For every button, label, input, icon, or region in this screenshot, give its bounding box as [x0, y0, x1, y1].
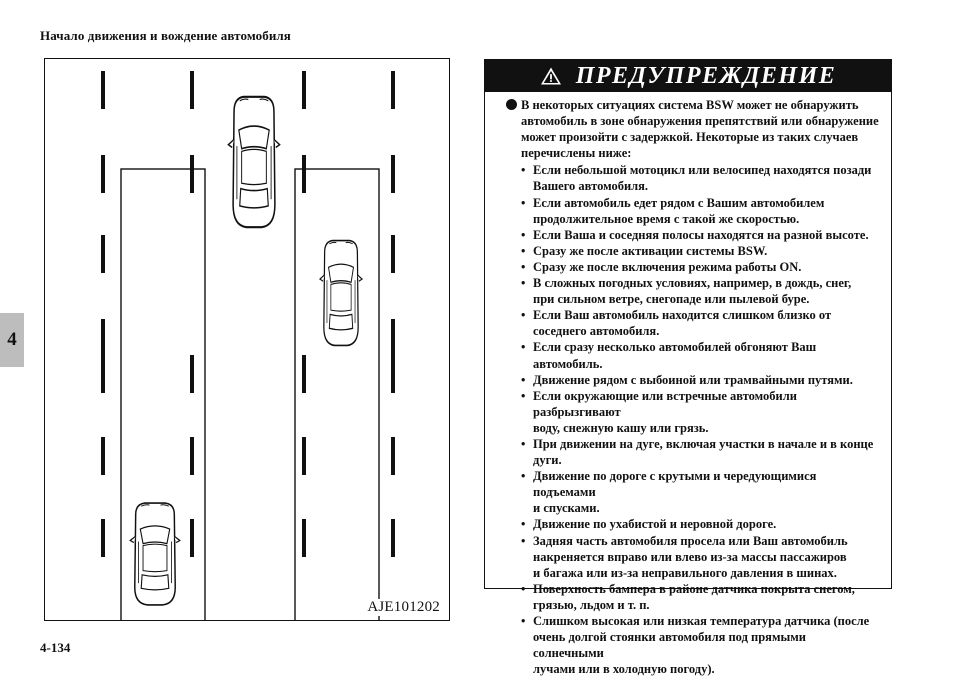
bullet-icon: •: [521, 517, 526, 532]
warning-list-item-line: Задняя часть автомобиля просела или Ваш автомобиль: [533, 533, 848, 548]
warning-list-item-line: Движение по ухабистой и неровной дороге.: [533, 517, 777, 532]
vehicle-own-icon: [130, 503, 180, 605]
warning-intro-line: В некоторых ситуациях система BSW может не обнаружить: [521, 98, 859, 112]
warning-list-item-line: Сразу же после включения режима работы ON.: [533, 259, 802, 274]
chapter-number: 4: [7, 329, 17, 350]
vehicle-ahead-icon: [228, 97, 279, 227]
bullet-icon: •: [521, 163, 526, 178]
warning-list-item: [521, 436, 879, 468]
bullet-icon: •: [521, 340, 526, 355]
bullet-icon: •: [521, 259, 526, 274]
warning-list-item: [521, 339, 879, 371]
warning-list-item: [521, 516, 879, 532]
warning-intro-line: перечислены ниже:: [521, 146, 632, 161]
bullet-icon: •: [521, 227, 526, 242]
warning-list-item: [521, 243, 879, 259]
warning-list-item-line: воду, снежную кашу или грязь.: [533, 420, 709, 435]
warning-list-item-line: Поверхность бампера в районе датчика покрыта снегом,: [533, 581, 855, 596]
warning-list-item: [521, 468, 879, 516]
bsw-road-illustration: [44, 58, 450, 621]
page-number: 4-134: [40, 640, 71, 655]
warning-list: [507, 162, 879, 677]
warning-list-item: [521, 388, 879, 436]
warning-list-item-line: Если окружающие или встречные автомобили разбрызгивают: [533, 388, 797, 419]
warning-list-item-line: Движение рядом с выбоиной или трамвайными путями.: [533, 372, 853, 387]
warning-list-item-line: при сильном ветре, снегопаде или пылевой буре.: [533, 292, 810, 307]
warning-list-item: [521, 195, 879, 227]
vehicle-adjacent-lane-icon: [320, 241, 362, 346]
warning-body: [485, 92, 891, 677]
warning-list-item-line: Сразу же после активации системы BSW.: [533, 243, 768, 258]
bullet-icon: •: [521, 533, 526, 548]
bullet-icon: •: [521, 276, 526, 291]
warning-list-item: [521, 613, 879, 677]
warning-list-item-line: Если небольшой мотоцикл или велосипед находятся позади: [533, 163, 872, 178]
warning-header: [485, 60, 891, 92]
warning-list-item-line: При движении на дуге, включая участки в начале и в конце: [533, 436, 874, 451]
warning-list-item-line: Движение по дороге с крутыми и чередующимися подъемами: [533, 469, 817, 500]
warning-list-item-line: грязью, льдом и т. п.: [533, 597, 650, 612]
bullet-icon: •: [521, 195, 526, 210]
warning-list-item-line: Если Ваша и соседняя полосы находятся на разной высоте.: [533, 227, 869, 242]
warning-list-item-line: дуги.: [533, 453, 562, 468]
bullet-icon: •: [521, 308, 526, 323]
figure-code: AJE101202: [364, 599, 443, 616]
warning-list-item-line: Слишком высокая или низкая температура датчика (после: [533, 614, 870, 628]
warning-list-item: [521, 162, 879, 194]
warning-list-item-line: очень долгой стоянки автомобиля под прямыми солнечными: [533, 630, 806, 661]
page-header-title: Начало движения и вождение автомобиля: [40, 28, 291, 43]
warning-title: ПРЕДУПРЕЖДЕНИЕ: [575, 62, 837, 89]
warning-list-item-line: соседнего автомобиля.: [533, 324, 660, 339]
bullet-icon: •: [521, 469, 526, 484]
warning-list-item: [521, 372, 879, 388]
large-bullet-icon: [506, 99, 517, 110]
warning-list-item-line: накреняется вправо или влево из-за массы пассажиров: [533, 549, 847, 564]
warning-list-item-line: и багажа или из-за неправильного давления в шинах.: [533, 565, 837, 580]
warning-list-item: [521, 275, 879, 307]
warning-intro-text: [521, 97, 879, 161]
warning-intro-line: автомобиль в зоне обнаружения препятствий или обнаружение: [521, 114, 879, 129]
warning-list-item: [521, 227, 879, 243]
warning-list-item-line: лучами или в холодную погоду).: [533, 662, 715, 677]
bullet-icon: •: [521, 388, 526, 403]
bullet-icon: •: [521, 436, 526, 451]
warning-list-item: [521, 259, 879, 275]
warning-list-item-line: Если Ваш автомобиль находится слишком близко от: [533, 308, 832, 323]
warning-intro-line: может произойти с задержкой. Некоторые из таких случаев: [521, 130, 859, 145]
warning-list-item: [521, 533, 879, 581]
bullet-icon: •: [521, 243, 526, 258]
warning-list-item-line: В сложных погодных условиях, например, в дождь, снег,: [533, 276, 852, 291]
road-diagram: [45, 59, 450, 621]
warning-list-item-line: Если сразу несколько автомобилей обгоняют Ваш автомобиль.: [533, 340, 817, 371]
bullet-icon: •: [521, 614, 526, 628]
warning-list-item-line: и спусками.: [533, 501, 600, 516]
warning-list-item: [521, 307, 879, 339]
warning-list-item-line: Вашего автомобиля.: [533, 179, 649, 194]
warning-box: [484, 59, 892, 677]
warning-triangle-icon: [540, 66, 562, 86]
warning-list-item-line: Если автомобиль едет рядом с Вашим автомобилем: [533, 195, 825, 210]
warning-list-item-line: продолжительное время с такой же скоростью.: [533, 211, 800, 226]
bullet-icon: •: [521, 581, 526, 596]
chapter-tab: [0, 313, 24, 367]
warning-list-item: [521, 581, 879, 613]
warning-intro: [507, 97, 879, 161]
bullet-icon: •: [521, 372, 526, 387]
